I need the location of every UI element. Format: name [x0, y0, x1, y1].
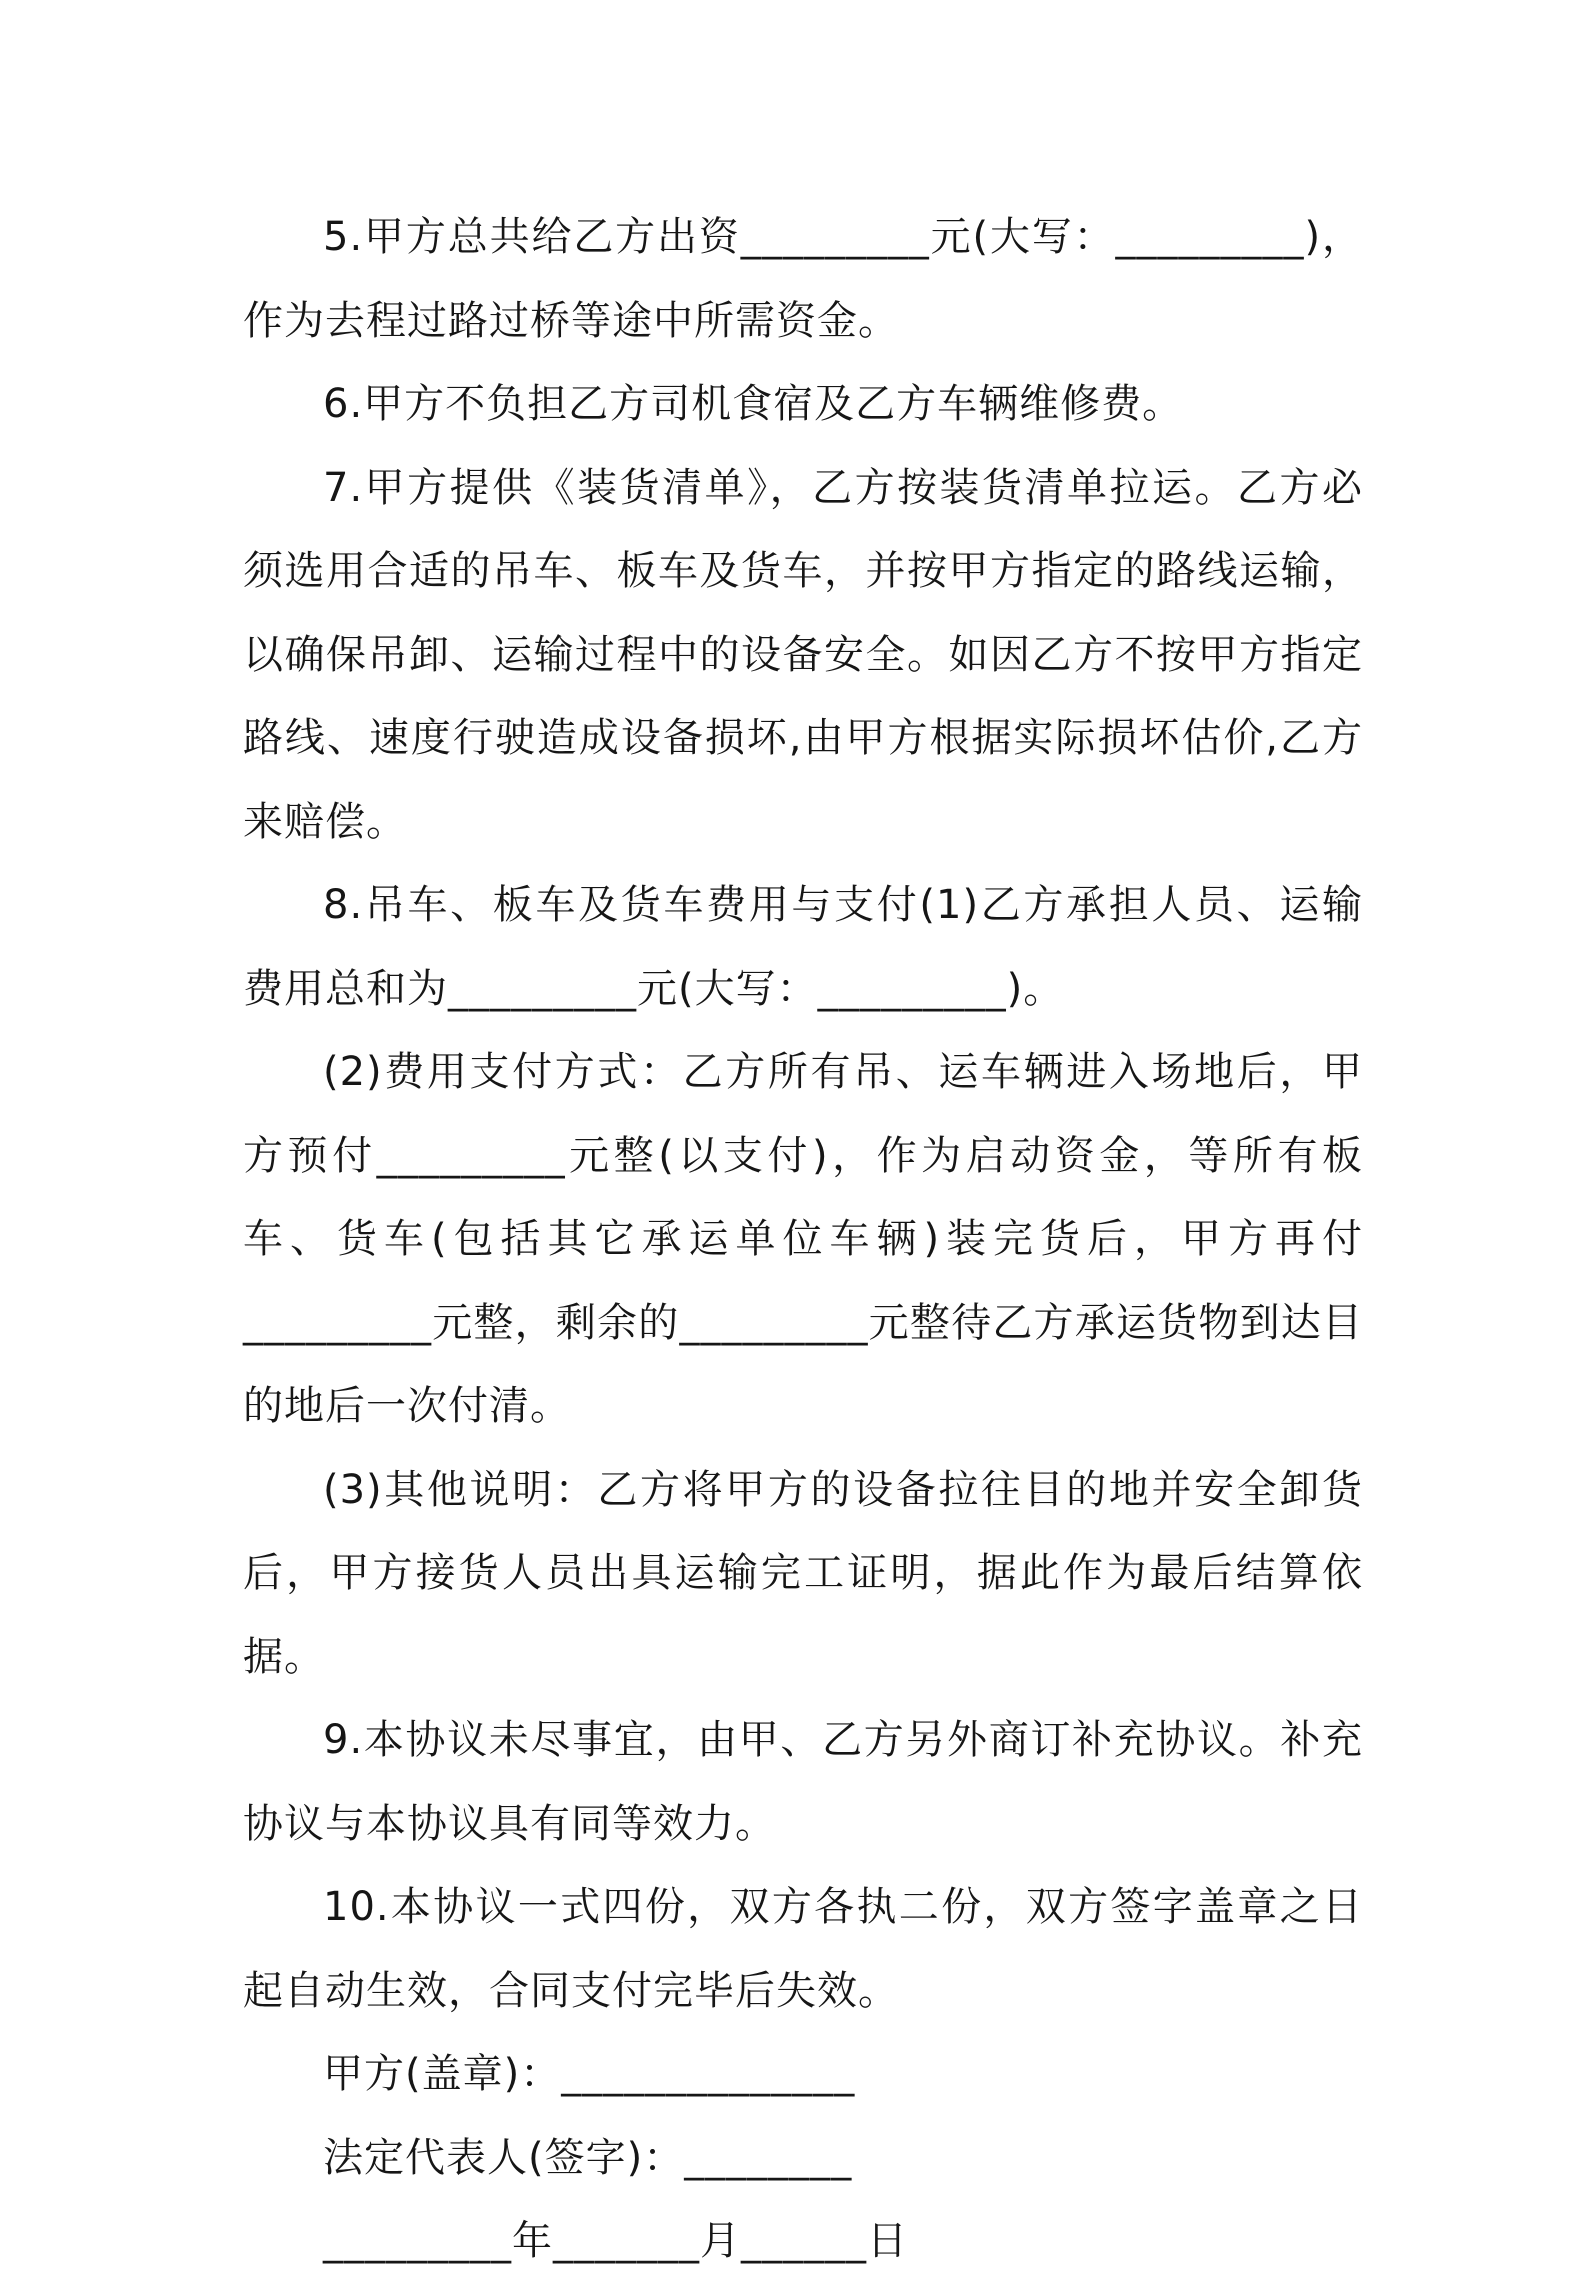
clause-8-fees: 8.吊车、板车及货车费用与支付(1)乙方承担人员、运输费用总和为_________元(大写：_________)。 [243, 882, 1363, 1012]
clause-5-funding: 5.甲方总共给乙方出资_________元(大写：_________)，作为去程过路过桥等途中所需资金。 [243, 214, 1363, 344]
clause-8-other-notes: (3)其他说明：乙方将甲方的设备拉往目的地并安全卸货后，甲方接货人员出具运输完工证明，据此作为最后结算依据。 [243, 1466, 1363, 1680]
clause-9-supplementary: 9.本协议未尽事宜，由甲、乙方另外商订补充协议。补充协议与本协议具有同等效力。 [243, 1717, 1363, 1847]
clause-7-loading-list: 7.甲方提供《装货清单》，乙方按装货清单拉运。乙方必须选用合适的吊车、板车及货车，并按甲方指定的路线运输，以确保吊卸、运输过程中的设备安全。如因乙方不按甲方指定路线、速度行驶造成设备损坏,由甲方根据实际损坏估价,乙方来赔偿。 [243, 464, 1363, 845]
legal-representative-signature-line: 法定代表人(签字)：________ [323, 2134, 853, 2181]
clause-8-payment-method: (2)费用支付方式：乙方所有吊、运车辆进入场地后，甲方预付_________元整(以支付)，作为启动资金，等所有板车、货车(包括其它承运单位车辆)装完货后，甲方再付_________元整，剩余的_________元整待乙方承运货物到达目的地后一次付清。 [243, 1049, 1363, 1429]
contract-body [243, 196, 1363, 2284]
date-line: _________年_______月______日 [323, 2218, 908, 2264]
clause-10-copies: 10.本协议一式四份，双方各执二份，双方签字盖章之日起自动生效，合同支付完毕后失效。 [243, 1884, 1363, 2014]
party-a-seal-line: 甲方(盖章)：______________ [323, 2051, 856, 2097]
clause-6-expenses: 6.甲方不负担乙方司机食宿及乙方车辆维修费。 [323, 381, 1184, 427]
